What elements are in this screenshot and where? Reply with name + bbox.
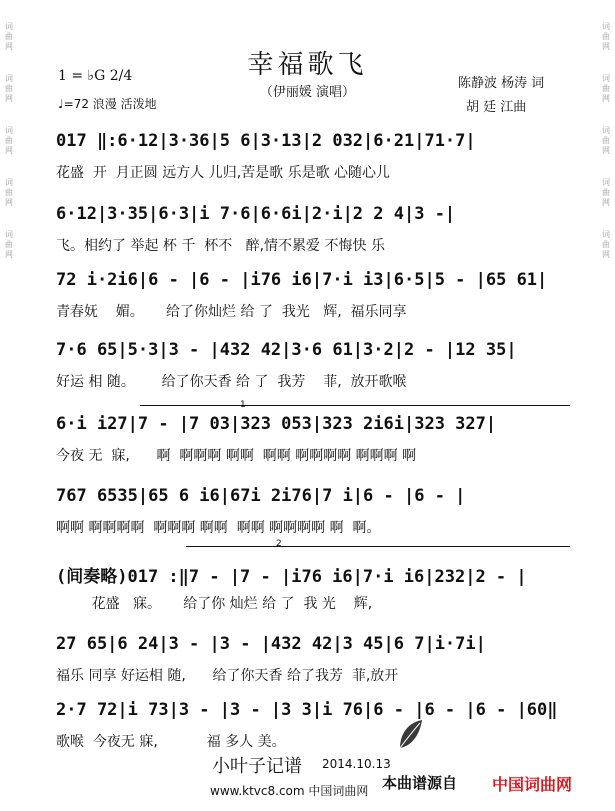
watermark-char: 词: [602, 74, 610, 83]
watermark-char: 词: [602, 230, 610, 239]
transcriber-signature: 小叶子记谱: [212, 756, 302, 777]
volta-1-label: 1: [240, 400, 246, 410]
transcription-date: 2014.10.13: [322, 757, 391, 771]
left-watermark-strip: [2, 0, 16, 811]
watermark-char: 曲: [602, 188, 610, 197]
lyric-line: 今夜 无 寐, 啊 啊啊啊 啊啊 啊啊 啊啊啊啊 啊啊啊 啊: [56, 448, 417, 464]
leaf-icon: [396, 718, 424, 752]
notation-line: 27 65|6 24|3 - |3 - |432 42|3 45|6 7|i·7i|: [56, 634, 486, 654]
notation-line: 6·i i27|7 - |7 03|323 053|323 2i6i|323 327|: [56, 414, 497, 434]
lyric-line: 好运 相 随。 给了你天香 给 了 我芳 菲, 放开歌喉: [56, 374, 407, 390]
lyric-line: 福乐 同享 好运相 随, 给了你天香 给了我芳 菲,放开: [56, 668, 399, 684]
website-url: www.ktvc8.com 中国词曲网: [210, 784, 369, 798]
notation-line: 7·6 65|5·3|3 - |432 42|3·6 61|3·2|2 - |12 35|: [56, 340, 517, 360]
watermark-char: 曲: [5, 32, 13, 41]
lyric-line: 花盛 开 月正圆 远方人 儿归,苦是歌 乐是歌 心随心儿: [56, 165, 391, 181]
watermark-char: 网: [5, 42, 13, 51]
watermark-char: 词: [5, 22, 13, 31]
watermark-char: 曲: [5, 136, 13, 145]
watermark-char: 网: [5, 250, 13, 259]
watermark-char: 词: [602, 178, 610, 187]
notation-line: 017 ‖:6·12|3·36|5 6|3·13|2 032|6·21|71·7|: [56, 131, 476, 151]
lyric-line: 飞。相约了 举起 杯 千 杯不 醉,情不累爱 不悔快 乐: [56, 238, 385, 254]
watermark-char: 曲: [602, 136, 610, 145]
watermark-char: 网: [602, 42, 610, 51]
composer-credit: 胡 廷 江曲: [466, 100, 527, 115]
watermark-char: 网: [602, 146, 610, 155]
right-watermark-strip: [599, 0, 613, 811]
watermark-char: 词: [5, 74, 13, 83]
watermark-char: 词: [5, 178, 13, 187]
volta-2-bracket: [186, 546, 570, 547]
watermark-char: 曲: [602, 240, 610, 249]
notation-line: 767 6535|65 6 i6|67i 2i76|7 i|6 - |6 - |: [56, 486, 466, 506]
watermark-char: 曲: [5, 84, 13, 93]
notation-line: (间奏略)017 :‖7 - |7 - |i76 i6|7·i i6|232|2 - |: [56, 567, 527, 587]
watermark-char: 词: [5, 126, 13, 135]
brand-name: 中国词曲网: [492, 775, 573, 794]
watermark-char: 曲: [5, 240, 13, 249]
watermark-char: 词: [5, 230, 13, 239]
watermark-char: 词: [602, 126, 610, 135]
song-title: 幸福歌飞: [247, 50, 368, 80]
watermark-char: 网: [5, 94, 13, 103]
watermark-char: 网: [602, 250, 610, 259]
watermark-char: 网: [602, 198, 610, 207]
source-label: 本曲谱源自: [382, 774, 458, 792]
notation-line: 2·7 72|i 73|3 - |3 - |3 3|i 76|6 - |6 - |6 - |60‖: [56, 700, 558, 720]
notation-line: 72 i·2i6|6 - |6 - |i76 i6|7·i i3|6·5|5 - |65 61|: [56, 270, 548, 290]
lyric-line: 青春妩 媚。 给了你灿烂 给 了 我光 辉, 福乐同享: [56, 304, 407, 320]
volta-2-label: 2: [276, 539, 282, 549]
watermark-char: 曲: [5, 188, 13, 197]
lyricist-credit: 陈静波 杨涛 词: [458, 76, 545, 91]
watermark-char: 曲: [602, 32, 610, 41]
watermark-char: 词: [602, 22, 610, 31]
notation-line: 6·12|3·35|6·3|i 7·6|6·6i|2·i|2 2 4|3 -|: [56, 204, 456, 224]
watermark-char: 网: [5, 198, 13, 207]
key-signature: 1 = ♭G 2/4: [58, 68, 133, 84]
volta-1-bracket: [140, 405, 570, 406]
lyric-line: 歌喉 今夜无 寐, 福 多人 美。: [56, 734, 286, 750]
tempo-marking: ♩=72 浪漫 活泼地: [58, 97, 157, 111]
watermark-char: 曲: [602, 84, 610, 93]
lyric-line: 啊啊 啊啊啊啊 啊啊啊 啊啊 啊啊 啊啊啊啊 啊 啊。: [56, 520, 381, 536]
watermark-char: 网: [602, 94, 610, 103]
watermark-char: 网: [5, 146, 13, 155]
singer-credit: （伊丽媛 演唱）: [259, 85, 356, 100]
lyric-line: 花盛 寐。 给了你 灿烂 给 了 我 光 辉,: [56, 596, 373, 612]
